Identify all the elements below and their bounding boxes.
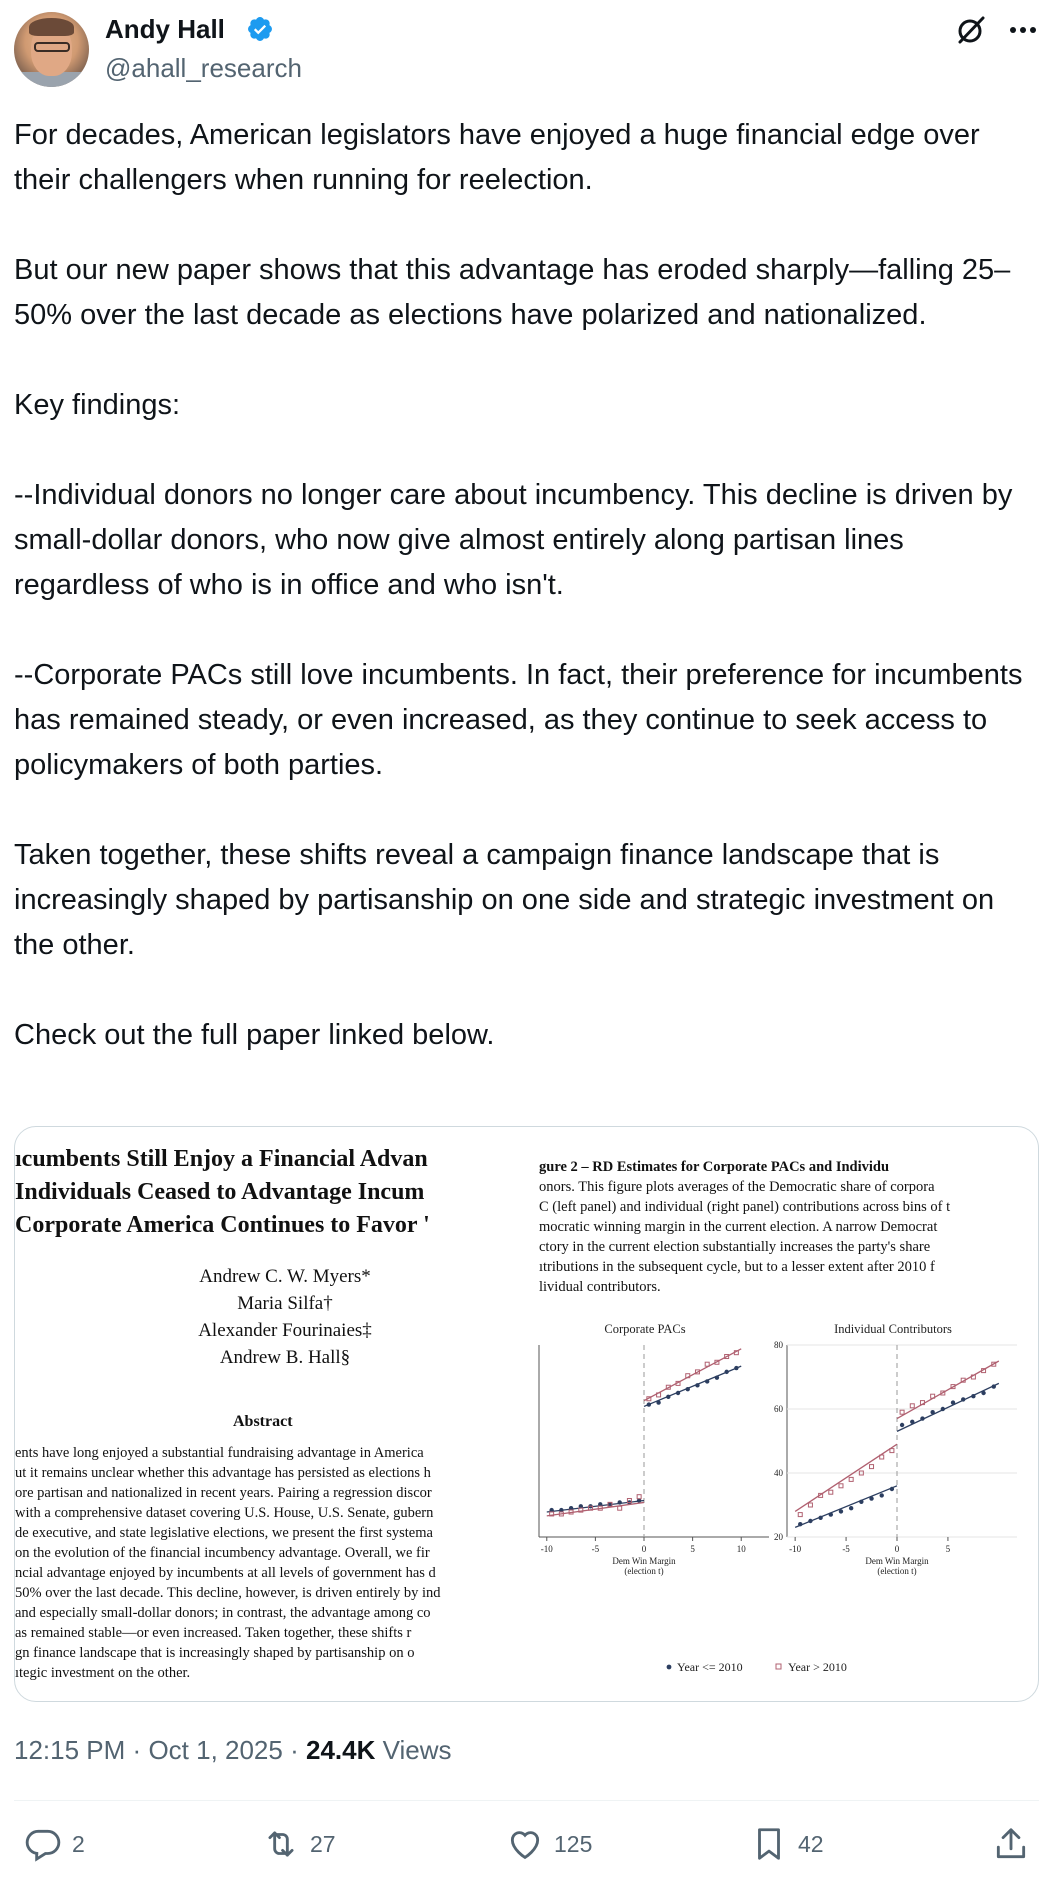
x-tick-label: 0 <box>641 1544 647 1554</box>
heart-icon <box>506 1825 544 1863</box>
data-point <box>849 1506 853 1510</box>
abstract-line: gn finance landscape that is increasingly shaped by partisanship on o <box>15 1645 415 1661</box>
divider <box>14 1800 1039 1801</box>
rd-figure <box>527 1127 1038 1701</box>
meta-separator: · <box>290 1735 299 1765</box>
paper-title-line: Individuals Ceased to Advantage Incum <box>15 1179 425 1205</box>
share-icon <box>992 1825 1030 1863</box>
chart-title: Corporate PACs <box>604 1322 686 1336</box>
reply-count: 2 <box>72 1830 85 1857</box>
data-point <box>839 1509 843 1513</box>
data-point <box>930 1410 934 1414</box>
data-point <box>647 1402 651 1406</box>
data-point <box>686 1387 690 1391</box>
x-axis-label: Dem Win Margin <box>612 1556 676 1566</box>
data-point <box>829 1490 833 1494</box>
data-point <box>705 1379 709 1383</box>
abstract-line: de executive, and state legislative elections, we present the first systema <box>15 1525 433 1541</box>
data-point <box>849 1477 853 1481</box>
abstract-line: ncial advantage enjoyed by incumbents at all levels of government has d <box>15 1565 436 1581</box>
x-tick-label: -5 <box>842 1544 850 1554</box>
data-point <box>695 1383 699 1387</box>
data-point <box>617 1500 621 1504</box>
bookmark-button[interactable] <box>750 1822 824 1866</box>
data-point <box>859 1500 863 1504</box>
data-point <box>951 1400 955 1404</box>
tweet-time[interactable]: 12:15 PM <box>14 1735 126 1765</box>
like-count: 125 <box>554 1830 593 1857</box>
paper-title-line: Corporate America Continues to Favor ' <box>15 1212 430 1238</box>
views-count: 24.4K <box>306 1735 376 1765</box>
data-point <box>981 1391 985 1395</box>
data-point <box>808 1519 812 1523</box>
x-tick-label: 10 <box>736 1544 746 1554</box>
paper-authors <box>165 1263 405 1371</box>
data-point <box>808 1503 812 1507</box>
data-point <box>715 1375 719 1379</box>
tweet-paragraph: --Corporate PACs still love incumbents. In fact, their preference for incumbents has remained steady, or even increased, as they continue to seek access to policymakers of both parties. <box>14 659 1023 781</box>
legend-label: Year > 2010 <box>788 1660 847 1674</box>
abstract-line: ıtegic investment on the other. <box>15 1665 191 1681</box>
bookmark-icon <box>750 1825 788 1863</box>
more-icon[interactable] <box>1005 14 1041 46</box>
data-point <box>910 1420 914 1424</box>
data-point <box>900 1410 904 1414</box>
y-tick-label: 60 <box>774 1404 783 1414</box>
paper-author: Maria Silfa† <box>237 1293 333 1314</box>
data-point <box>870 1465 874 1469</box>
verified-badge-icon <box>246 15 274 43</box>
data-point <box>818 1516 822 1520</box>
data-point <box>869 1496 873 1500</box>
tweet-paragraph: Key findings: <box>14 389 181 421</box>
data-point <box>798 1513 802 1517</box>
abstract-body <box>15 1443 527 1683</box>
data-point <box>829 1512 833 1516</box>
data-point <box>734 1366 738 1370</box>
tweet-text <box>14 113 1039 1103</box>
caption-line: ıtributions in the subsequent cycle, but to a lesser extent after 2010 f <box>539 1259 935 1275</box>
x-axis-label: (election t) <box>877 1566 917 1576</box>
fit-line <box>795 1444 897 1511</box>
y-tick-label: 40 <box>774 1468 783 1478</box>
tweet-paragraph: For decades, American legislators have enjoyed a huge financial edge over their challengers when running for reelection. <box>14 119 980 196</box>
abstract-line: and especially small-dollar donors; in contrast, the advantage among co <box>15 1605 431 1621</box>
x-tick-label: 0 <box>894 1544 900 1554</box>
paper-page <box>15 1127 527 1701</box>
x-tick-label: -5 <box>591 1544 600 1554</box>
figure-page <box>527 1127 1038 1701</box>
paper-author: Alexander Fourinaies‡ <box>198 1320 372 1341</box>
bookmark-count: 42 <box>798 1830 824 1857</box>
reply-button[interactable] <box>24 1822 85 1866</box>
views-label: Views <box>382 1735 452 1765</box>
reply-icon <box>24 1825 62 1863</box>
tweet-paragraph: But our new paper shows that this advantage has eroded sharply—falling 25–50% over the last decade as elections have polarized and nationalized. <box>14 254 1011 331</box>
caption-line: C (left panel) and individual (right panel) contributions across bins of t <box>539 1199 951 1215</box>
data-point <box>910 1404 914 1408</box>
x-axis-label: (election t) <box>624 1566 664 1576</box>
grok-icon[interactable] <box>955 14 987 46</box>
data-point <box>618 1506 622 1510</box>
abstract-line: on the evolution of the financial incumbency advantage. Overall, we fir <box>15 1545 430 1561</box>
paper-author: Andrew C. W. Myers* <box>199 1266 371 1287</box>
abstract-line: ut it remains unclear whether this advantage has persisted as elections h <box>15 1465 431 1481</box>
x-tick-label: -10 <box>789 1544 802 1554</box>
paper-title <box>15 1143 527 1242</box>
chart-title: Individual Contributors <box>834 1322 952 1336</box>
data-point <box>961 1397 965 1401</box>
y-tick-label: 80 <box>774 1340 783 1350</box>
paper-title-line: ıcumbents Still Enjoy a Financial Advan <box>15 1146 428 1172</box>
meta-separator: · <box>132 1735 142 1765</box>
tweet-paragraph: Taken together, these shifts reveal a campaign finance landscape that is increasingly shaped by partisanship on one side and strategic investment on the other. <box>14 839 995 961</box>
attached-image[interactable] <box>14 1126 1039 1702</box>
avatar[interactable] <box>14 12 89 87</box>
legend-marker <box>776 1664 781 1669</box>
fit-line <box>897 1361 999 1419</box>
legend-marker <box>667 1665 672 1670</box>
paper-author: Andrew B. Hall§ <box>219 1347 351 1368</box>
legend-label: Year <= 2010 <box>677 1660 743 1674</box>
x-axis-label: Dem Win Margin <box>865 1556 929 1566</box>
data-point <box>637 1495 641 1499</box>
x-tick-label: 5 <box>690 1544 695 1554</box>
data-point <box>798 1522 802 1526</box>
tweet-paragraph: --Individual donors no longer care about incumbency. This decline is driven by small-dollar donors, who now give almost entirely along partisan lines regardless of who is in office and who isn't. <box>14 479 1013 601</box>
data-point <box>920 1416 924 1420</box>
action-bar <box>0 1822 1051 1872</box>
caption-line: gure 2 – RD Estimates for Corporate PACs and Individu <box>539 1159 890 1175</box>
data-point <box>656 1400 660 1404</box>
repost-count: 27 <box>310 1830 336 1857</box>
data-point <box>890 1487 894 1491</box>
data-point <box>971 1394 975 1398</box>
author-handle[interactable]: @ahall_research <box>105 53 302 83</box>
data-point <box>941 1407 945 1411</box>
like-button[interactable] <box>506 1822 592 1866</box>
x-tick-label: -10 <box>540 1544 553 1554</box>
data-point <box>992 1384 996 1388</box>
tweet-date[interactable]: Oct 1, 2025 <box>148 1735 283 1765</box>
abstract-line: 50% over the last decade. This decline, however, is driven entirely by ind <box>15 1585 441 1601</box>
tweet-meta <box>14 1735 452 1766</box>
data-point <box>666 1395 670 1399</box>
data-point <box>676 1391 680 1395</box>
abstract-line: as remained stable—or even increased. Taken together, these shifts r <box>15 1625 412 1641</box>
caption-line: ctory in the current election substantially increases the party's share <box>539 1239 931 1255</box>
abstract-line: ents have long enjoyed a substantial fundraising advantage in America <box>15 1445 424 1461</box>
author-name[interactable]: Andy Hall <box>105 14 225 44</box>
y-tick-label: 20 <box>774 1532 783 1542</box>
data-point <box>724 1370 728 1374</box>
data-point <box>900 1423 904 1427</box>
share-button[interactable] <box>992 1822 1040 1866</box>
tweet-paragraph: Check out the full paper linked below. <box>14 1019 495 1051</box>
x-tick-label: 5 <box>945 1544 951 1554</box>
data-point <box>880 1493 884 1497</box>
abstract-line: with a comprehensive dataset covering U.S. House, U.S. Senate, gubern <box>15 1505 434 1521</box>
caption-line: onors. This figure plots averages of the Democratic share of corpora <box>539 1179 935 1195</box>
caption-line: mocratic winning margin in the current election. A narrow Democrat <box>539 1219 938 1235</box>
repost-button[interactable] <box>262 1822 336 1866</box>
data-point <box>839 1484 843 1488</box>
caption-line: lividual contributors. <box>539 1279 661 1295</box>
repost-icon <box>262 1825 300 1863</box>
abstract-line: ore partisan and nationalized in recent years. Pairing a regression discor <box>15 1485 432 1501</box>
abstract-heading: Abstract <box>233 1413 293 1430</box>
